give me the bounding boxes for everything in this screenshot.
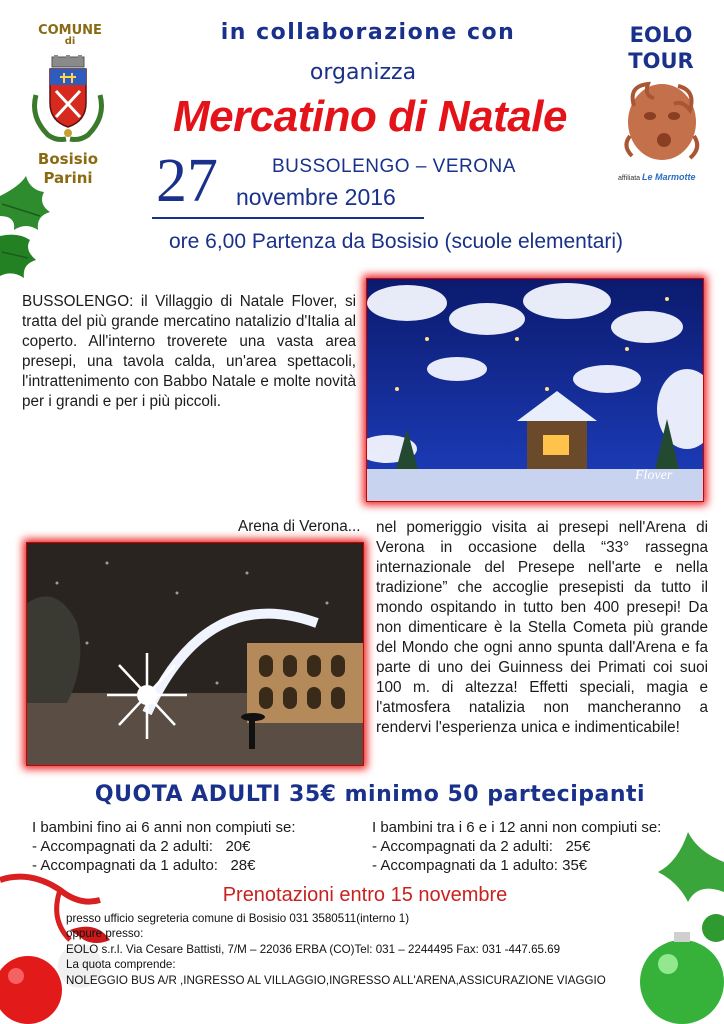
arena-paragraph: nel pomeriggio visita ai presepi nell'Arena di Verona in occasione della “33° rassegna internazionale del Presepe nell'arte e nella tradizione” che accoglie presepisti da tutto il mondo ospitando in tutto ben 400 presepi! Da non dimenticare è la Stella Cometa più grande del Mondo che ogni anno spunta dall'Arena e fa parte di uno dei Guinness dei Primati coi suoi 100 m. di altezza! Effetti speciali, magia e l'atmosfera natalizia non mancheranno a rendervi l'esperienza unica e indimenticabile! — [376, 519, 708, 736]
event-city: BUSSOLENGO – VERONA — [272, 156, 516, 177]
booking-line-5: NOLEGGIO BUS A/R ,INGRESSO AL VILLAGGIO,INGRESSO ALL'ARENA,ASSICURAZIONE VIAGGIO — [66, 973, 606, 987]
flover-village-photo — [366, 278, 704, 502]
event-month-year: novembre 2016 — [236, 184, 396, 210]
affiliate-note — [618, 172, 708, 182]
affiliate-brand: Le Marmotte — [642, 172, 696, 182]
coat-of-arms-icon — [26, 55, 110, 143]
prices-right-line2: - Accompagnati da 1 adulto: 35€ — [372, 857, 588, 874]
organizza-text: organizza — [309, 60, 417, 85]
comune-name-line2: Parini — [43, 169, 93, 187]
comune-label — [30, 24, 110, 47]
booking-line-3: EOLO s.r.l. Via Cesare Battisti, 7/M – 22036 ERBA (CO)Tel: 031 – 2244495 Fax: 031 -447.65.69 — [66, 942, 561, 956]
booking-line-4: La quota comprende: — [66, 958, 176, 972]
booking-line-1: presso ufficio segreteria comune di Bosisio 031 3580511(interno 1) — [66, 912, 410, 925]
eolo-wind-face-icon — [618, 76, 704, 166]
comune-name-line1: Bosisio — [37, 150, 99, 168]
event-day: 27 — [156, 147, 218, 215]
comune-di-text: di — [64, 36, 76, 47]
booking-line-2: oppure presso: — [66, 927, 144, 941]
prices-right-heading: I bambini tra i 6 e i 12 anni non compiuti se: — [372, 819, 662, 836]
prices-left-heading: I bambini fino ai 6 anni non compiuti se: — [32, 819, 296, 836]
partner-logo-text — [618, 22, 704, 74]
departure-info: ore 6,00 Partenza da Bosisio (scuole elementari) — [168, 230, 624, 253]
collaboration-heading: in collaborazione con — [220, 20, 516, 45]
comune-label-text: COMUNE — [38, 23, 102, 38]
partner-line2: TOUR — [628, 49, 694, 73]
date-underline — [152, 217, 424, 219]
children-under-6-prices — [32, 818, 362, 875]
prices-right-line1: - Accompagnati da 2 adulti: 25€ — [372, 838, 591, 855]
arena-scene-illustration — [27, 543, 364, 766]
intro-paragraph: BUSSOLENGO: il Villaggio di Natale Flover, si tratta del più grande mercatino natalizio d'Italia al coperto. All'interno troverete una vasta area presepi, una tavola calda, un'area spettacoli, l'intrattenimento con Babbo Natale e molte novità per i grandi e per i più piccoli. — [22, 293, 356, 410]
flover-logo-text: Flover — [635, 468, 673, 483]
arena-verona-photo — [26, 542, 364, 766]
booking-deadline: Prenotazioni entro 15 novembre — [222, 884, 508, 906]
prices-left-line2: - Accompagnati da 1 adulto: 28€ — [32, 857, 256, 874]
arena-label: Arena di Verona... — [238, 518, 361, 535]
event-title: Mercatino di Natale — [173, 92, 567, 141]
booking-details — [66, 911, 656, 988]
partner-line1: EOLO — [629, 23, 693, 47]
adult-price-banner: QUOTA ADULTI 35€ minimo 50 partecipanti — [94, 782, 646, 807]
affiliate-label: affiliata — [618, 175, 641, 182]
flover-scene-illustration — [367, 279, 704, 502]
prices-left-line1: - Accompagnati da 2 adulti: 20€ — [32, 838, 251, 855]
